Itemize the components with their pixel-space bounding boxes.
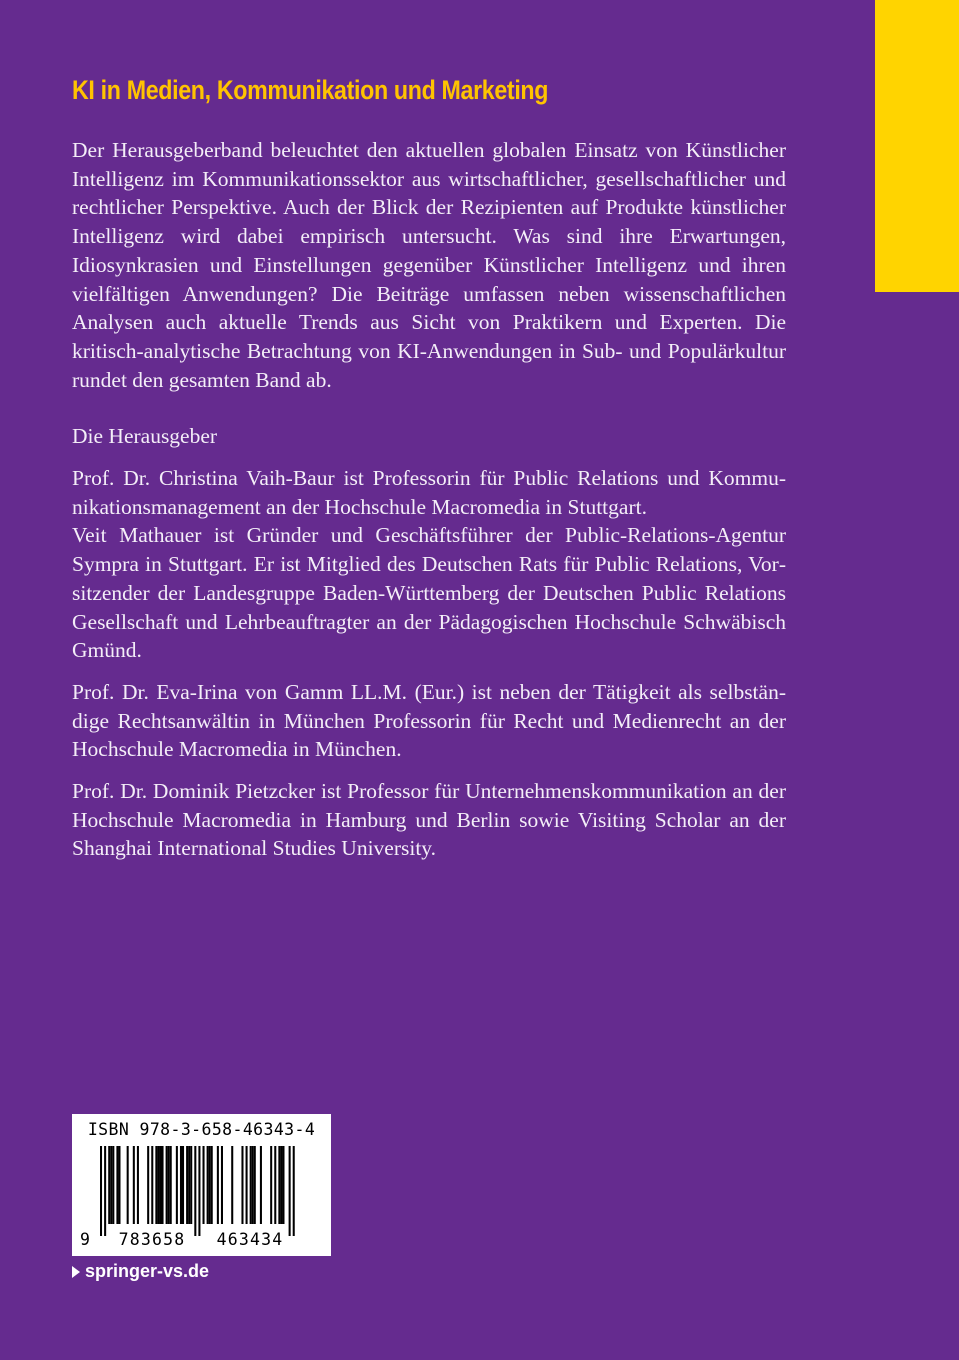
arrow-right-icon [72, 1266, 80, 1278]
editor-bio-vaih-baur: Prof. Dr. Christina Vaih-Baur ist Professorin für Public Relations und Kommunikationsmanagement an der Hochschule Macromedia in Stuttgart. [72, 466, 786, 519]
barcode-bar [104, 1146, 106, 1236]
barcode-bar [241, 1146, 243, 1224]
barcode-bar [270, 1146, 272, 1224]
barcode-bar [194, 1146, 196, 1236]
barcode-right-digits: 463434 [216, 1230, 284, 1249]
publisher-website-link[interactable] [72, 1261, 209, 1282]
editor-bio-von-gamm: Prof. Dr. Eva-Irina von Gamm LL.M. (Eur.) ist neben der Tätigkeit als selbständige Rechtsanwältin in München Professorin für Recht und Medienrecht an der Hochschule Macromedia in München. [72, 679, 786, 762]
barcode-bar [198, 1146, 200, 1236]
barcode-bar [221, 1146, 223, 1224]
barcode-bar [293, 1146, 295, 1236]
barcode-bar [110, 1146, 112, 1224]
barcode-bar [217, 1146, 219, 1224]
barcode-left-digits: 783658 [118, 1230, 186, 1249]
barcode-bar [188, 1146, 190, 1224]
book-title: KI in Medien, Kommunikation und Marketing [72, 75, 549, 105]
barcode-bar [133, 1146, 135, 1224]
barcode-bar [118, 1146, 120, 1224]
barcode-bar [155, 1146, 157, 1224]
barcode-bar [168, 1146, 170, 1224]
barcode-bar [162, 1146, 164, 1224]
publisher-url: springer-vs.de [85, 1261, 210, 1281]
barcode-bar [112, 1146, 114, 1224]
barcode-bar [159, 1146, 161, 1224]
barcode-bar [254, 1146, 256, 1224]
barcode-bar [282, 1146, 284, 1224]
barcode-bar [246, 1146, 248, 1224]
barcode-bar [211, 1146, 213, 1224]
isbn-barcode [72, 1114, 331, 1256]
barcode-bar [182, 1146, 184, 1224]
barcode-bar [137, 1146, 139, 1224]
barcode-bar [252, 1146, 254, 1224]
barcode-bar [280, 1146, 282, 1224]
barcode-bar [151, 1146, 153, 1224]
barcode-bar [190, 1146, 192, 1224]
barcode-bar [250, 1146, 252, 1224]
barcode-bar [231, 1146, 233, 1224]
editor-bio-mathauer: Veit Mathauer ist Gründer und Geschäftsführer der Public-Relations-Agentur Sympra in Stuttgart. Er ist Mitglied des Deutschen Rats für Public Relations, Vorsitzender der Landesgruppe Baden-Württemberg der Deutschen Public Relations Gesellschaft und Lehrbeauftragter an der Pädagogischen Hochschule Schwäbisch Gmünd. [72, 523, 786, 663]
editors-heading: Die Herausgeber [72, 424, 218, 449]
barcode-bar [170, 1146, 172, 1224]
barcode-bar [166, 1146, 168, 1224]
barcode-bar [127, 1146, 129, 1224]
barcode-bar [278, 1146, 280, 1224]
barcode-bar [260, 1146, 262, 1224]
yellow-accent-tab [875, 0, 959, 292]
barcode-bar [203, 1146, 205, 1224]
barcode-bar [186, 1146, 188, 1224]
editor-bio-pietzcker: Prof. Dr. Dominik Pietzcker ist Professor für Unternehmenskommunikation an der Hochschule Macromedia in Hamburg und Berlin sowie Visiting Scholar an der Shanghai International Studies University. [72, 779, 786, 861]
barcode-bar [180, 1146, 182, 1224]
barcode-bar [207, 1146, 209, 1224]
back-cover-text [72, 70, 786, 876]
barcode-bar [147, 1146, 149, 1224]
barcode-bar [176, 1146, 178, 1224]
barcode-bar [209, 1146, 211, 1224]
barcode-bar [274, 1146, 276, 1224]
barcode-bar [157, 1146, 159, 1224]
book-description: Der Herausgeberband beleuchtet den aktuellen globalen Einsatz von Künstlicher Intelligenz im Kommunikationssektor aus wirtschaftlicher, gesellschaftlicher und rechtlicher Perspektive. Auch der Blick der Rezipienten auf Produkte künstlicher Intelligenz wird dabei empirisch untersucht. Was sind ihre Erwartungen, Idiosynkrasien und Einstellungen gegenüber Künstlicher Intelligenz und ihren vielfältigen Anwendungen? Die Beiträge umfassen neben wissenschaftlichen Analysen auch aktuelle Trends aus Sicht von Praktikern und Experten. Die kritisch-analytische Betrachtung von KI-Anwendungen in Sub- und Populärkultur rundet den gesamten Band ab. [72, 138, 786, 392]
barcode-bar [289, 1146, 291, 1236]
barcode-bar [116, 1146, 118, 1224]
barcode-lead-digit: 9 [80, 1230, 90, 1249]
isbn-number: ISBN 978-3-658-46343-4 [87, 1120, 316, 1139]
barcode-bar [108, 1146, 110, 1224]
barcode-bar [100, 1146, 102, 1236]
